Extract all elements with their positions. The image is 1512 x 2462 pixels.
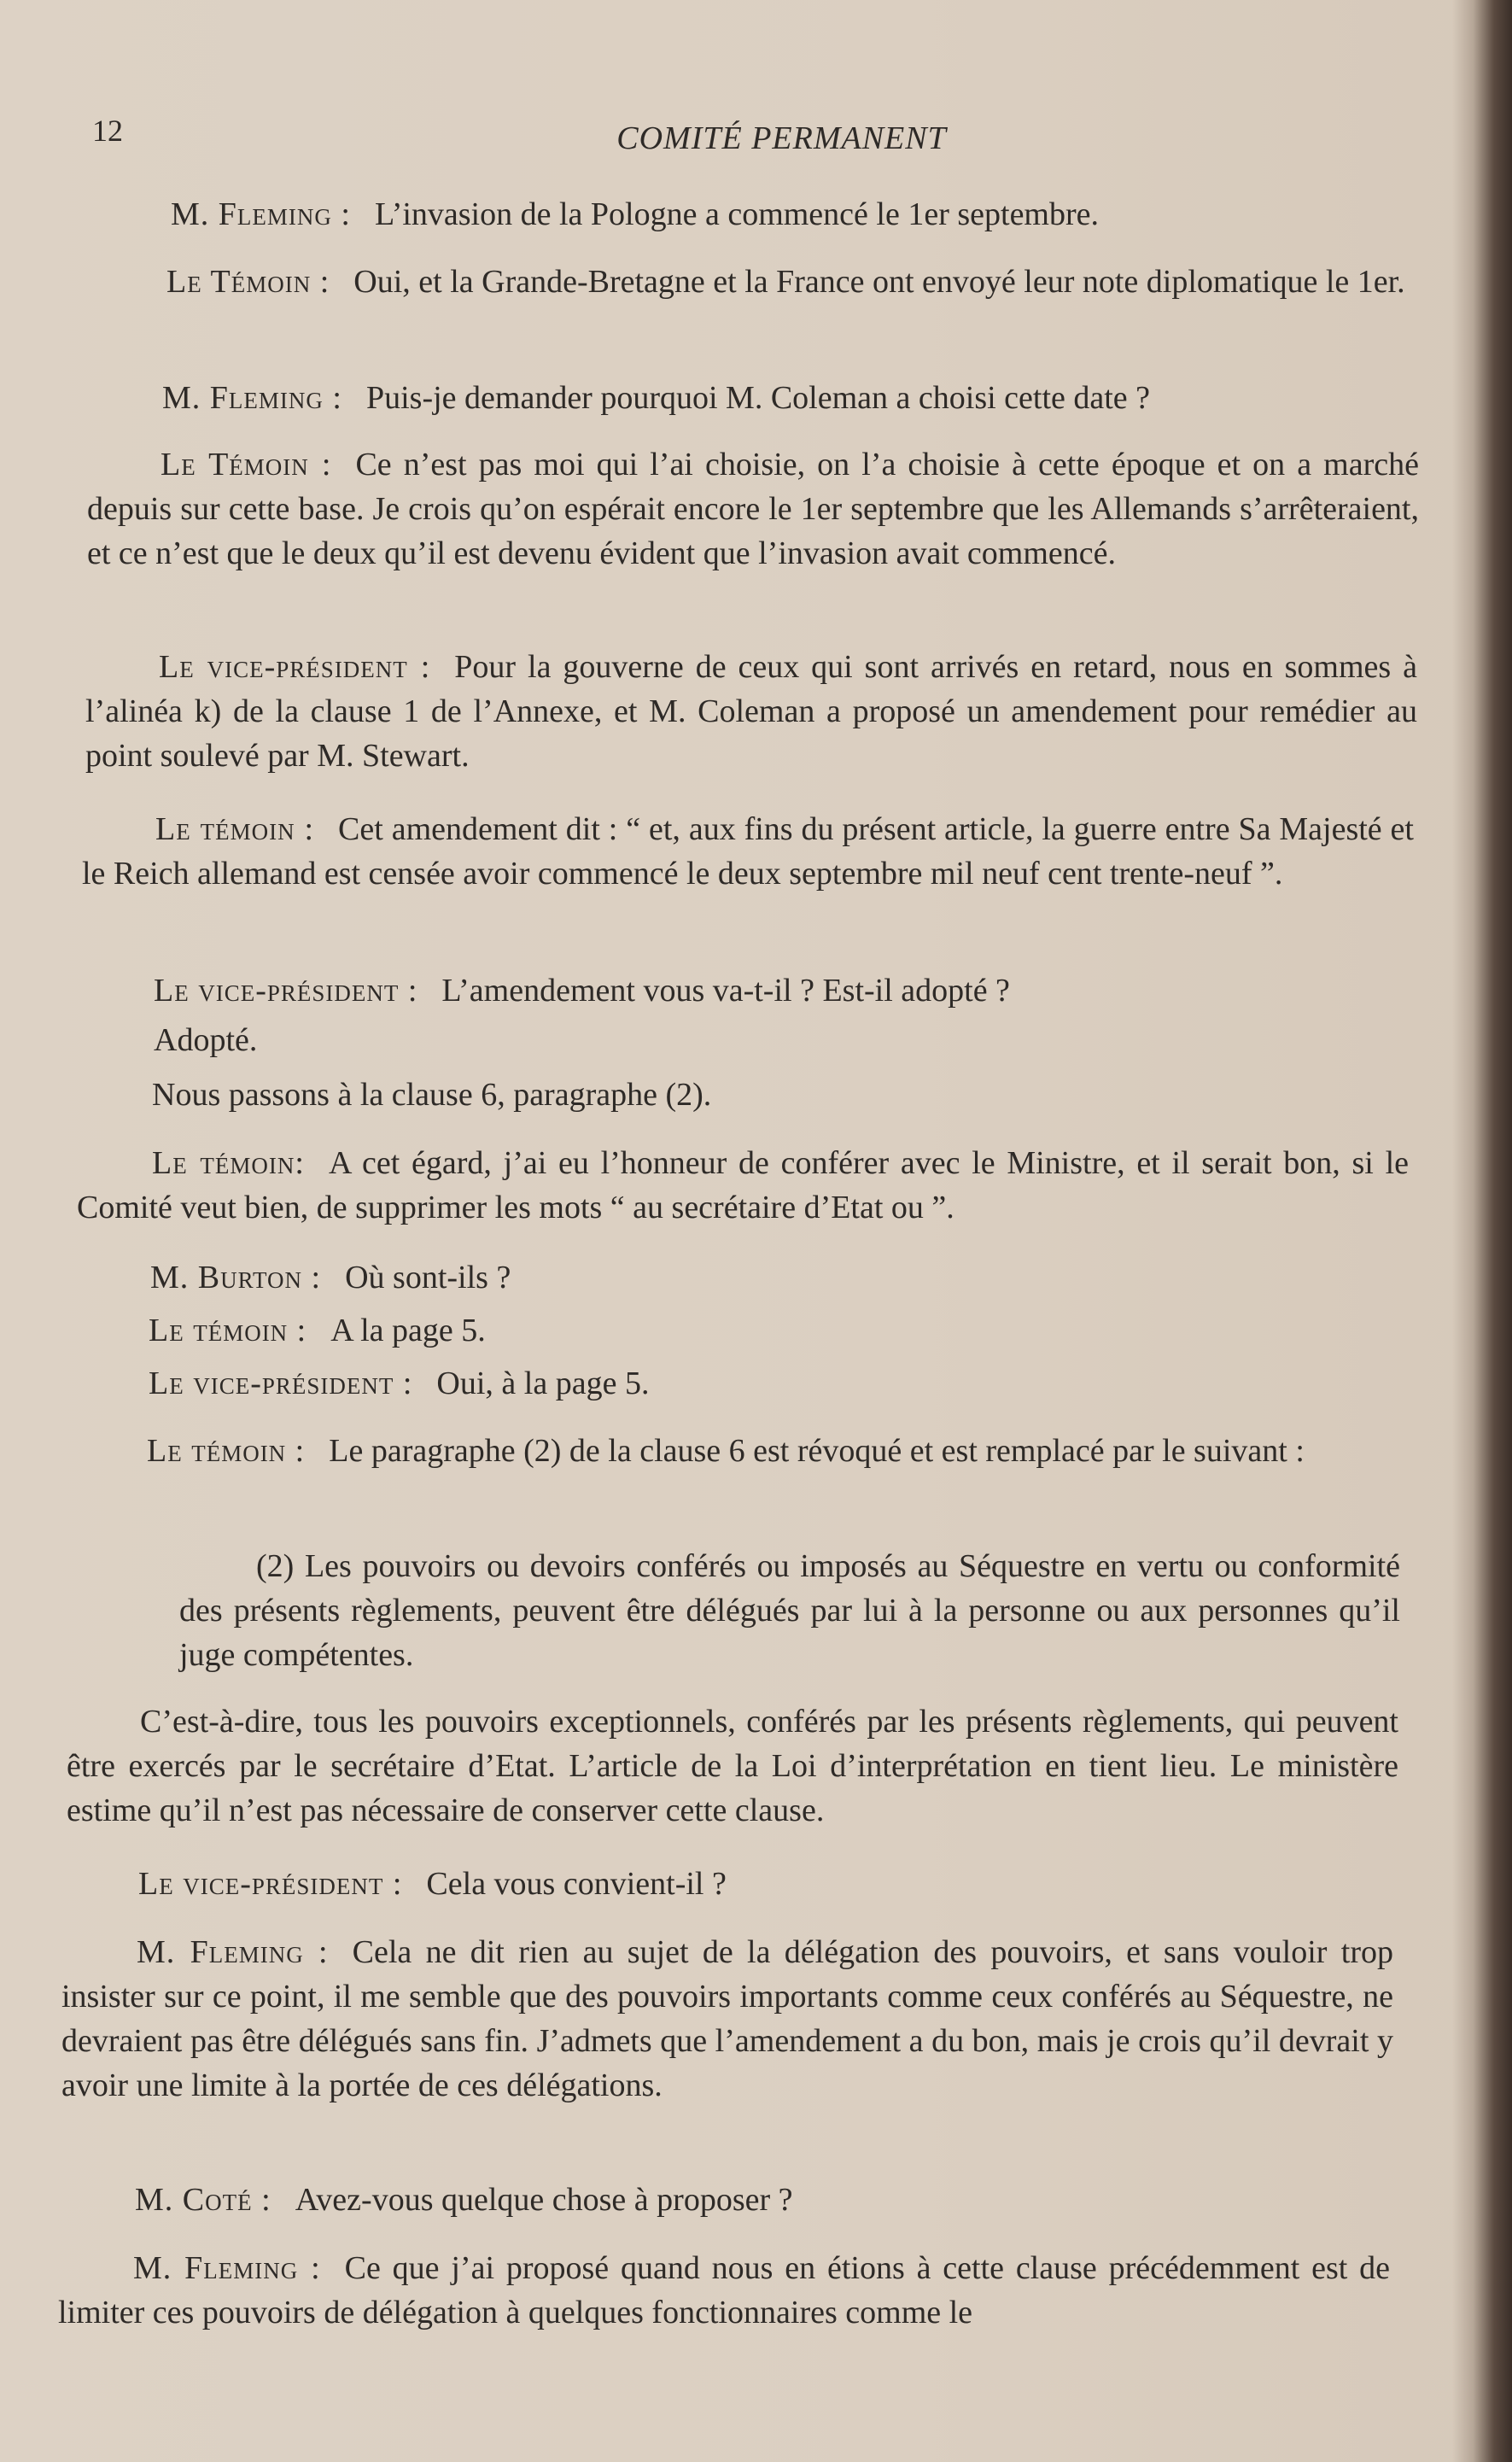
paragraph-text: L’invasion de la Pologne a commencé le 1er septembre. [374, 196, 1100, 232]
paragraph [94, 260, 1426, 304]
paragraph-text: Le paragraphe (2) de la clause 6 est révoqué et est remplacé par le suivant : [329, 1433, 1305, 1469]
speaker-label: M. Fleming : [137, 1934, 329, 1970]
speaker-label: Le vice-président : [159, 649, 431, 685]
speaker-label: M. Fleming : [162, 380, 342, 416]
paragraph [162, 376, 1426, 420]
paragraph-text: Nous passons à la clause 6, paragraphe (2). [152, 1077, 712, 1113]
quoted-regulation [179, 1544, 1400, 1677]
paragraph-text: Adopté. [154, 1022, 258, 1058]
paragraph [152, 1073, 1416, 1117]
paragraph-text: Puis-je demander pourquoi M. Coleman a choisi cette date ? [365, 380, 1151, 416]
paragraph-text: C’est-à-dire, tous les pouvoirs exceptionnels, conférés par les présents règlements, qui peuvent être exercés par le secrétaire d’Etat. L’article de la Loi d’interprétation en tient lieu. Le ministère estime qu’il n’est pas nécessaire de conserver cette clause. [67, 1704, 1398, 1828]
speaker-label: Le témoin: [152, 1145, 305, 1181]
running-title: COMITÉ PERMANENT [616, 120, 947, 156]
paragraph-text: Cela ne dit rien au sujet de la délégation des pouvoirs, et sans vouloir trop insister sur ce point, il me semble que des pouvoirs importants comme ceux conférés au Séquestre, ne devraient pas être délégués sans fin. J’admets que l’amendement a du bon, mais je crois qu’il devrait y avoir une limite à la portée de ces délégations. [61, 1934, 1393, 2103]
paragraph-text: L’amendement vous va-t-il ? Est-il adopté ? [441, 973, 1010, 1009]
paragraph [154, 1018, 1417, 1062]
paragraph [154, 968, 1417, 1013]
paragraph [85, 645, 1417, 778]
speaker-label: Le témoin : [149, 1313, 307, 1348]
paragraph-text: A la page 5. [330, 1313, 486, 1348]
paragraph-text: Ce que j’ai proposé quand nous en étions à cette clause précédemment est de limiter ces pouvoirs de délégation à quelques fonctionnaires comme le [58, 2250, 1390, 2330]
paragraph [149, 1361, 1412, 1406]
paragraph [82, 807, 1414, 896]
paragraph [72, 1429, 1404, 1473]
speaker-label: Le Témoin : [161, 447, 332, 482]
speaker-label: M. Burton : [150, 1260, 322, 1295]
paragraph [149, 1308, 1412, 1353]
paragraph-text: A cet égard, j’ai eu l’honneur de conférer avec le Ministre, et il serait bon, si le Comité veut bien, de supprimer les mots “ au secrétaire d’Etat ou ”. [77, 1145, 1409, 1225]
paragraph-text: Oui, à la page 5. [436, 1366, 650, 1401]
paragraph-text: Oui, et la Grande-Bretagne et la France ont envoyé leur note diplomatique le 1er. [353, 264, 1405, 300]
paragraph [171, 192, 1315, 237]
speaker-label: Le témoin : [147, 1433, 306, 1469]
paragraph-text: Où sont-ils ? [345, 1260, 511, 1295]
paragraph [58, 2246, 1390, 2335]
paragraph-text: (2) Les pouvoirs ou devoirs conférés ou imposés au Séquestre en vertu ou conformité des présents règlements, peuvent être délégués par lui à la personne ou aux personnes qu’il juge compétentes. [179, 1548, 1400, 1673]
paragraph [138, 1862, 1402, 1906]
paragraph [61, 1930, 1393, 2108]
paragraph-text: Cet amendement dit : “ et, aux fins du présent article, la guerre entre Sa Majesté et le Reich allemand est censée avoir commencé le deux septembre mil neuf cent trente-neuf ”. [82, 811, 1414, 892]
speaker-label: Le vice-président : [154, 973, 418, 1009]
speaker-label: Le vice-président : [149, 1366, 413, 1401]
paragraph [87, 442, 1419, 576]
speaker-label: M. Fleming : [171, 196, 351, 232]
paragraph [150, 1255, 1414, 1300]
speaker-label: Le vice-président : [138, 1866, 403, 1902]
page-number: 12 [92, 114, 123, 148]
paragraph [77, 1141, 1409, 1230]
paragraph-text: Avez-vous quelque chose à proposer ? [295, 2182, 793, 2218]
speaker-label: M. Coté : [135, 2182, 271, 2218]
paragraph [67, 1699, 1398, 1833]
paragraph [135, 2178, 1398, 2222]
speaker-label: Le Témoin : [166, 264, 330, 300]
paragraph-text: Ce n’est pas moi qui l’ai choisie, on l’a choisie à cette époque et on a marché depuis sur cette base. Je crois qu’on espérait encore le 1er septembre que les Allemands s’arrêteraient, et ce n’est que le deux qu’il est devenu évident que l’invasion avait commencé. [87, 447, 1419, 571]
speaker-label: Le témoin : [155, 811, 315, 847]
paragraph-text: Pour la gouverne de ceux qui sont arrivés en retard, nous en sommes à l’alinéa k) de la clause 1 de l’Annexe, et M. Coleman a proposé un amendement pour remédier au point soulevé par M. Stewart. [85, 649, 1418, 774]
speaker-label: M. Fleming : [133, 2250, 321, 2286]
paragraph-text: Cela vous convient-il ? [426, 1866, 727, 1902]
